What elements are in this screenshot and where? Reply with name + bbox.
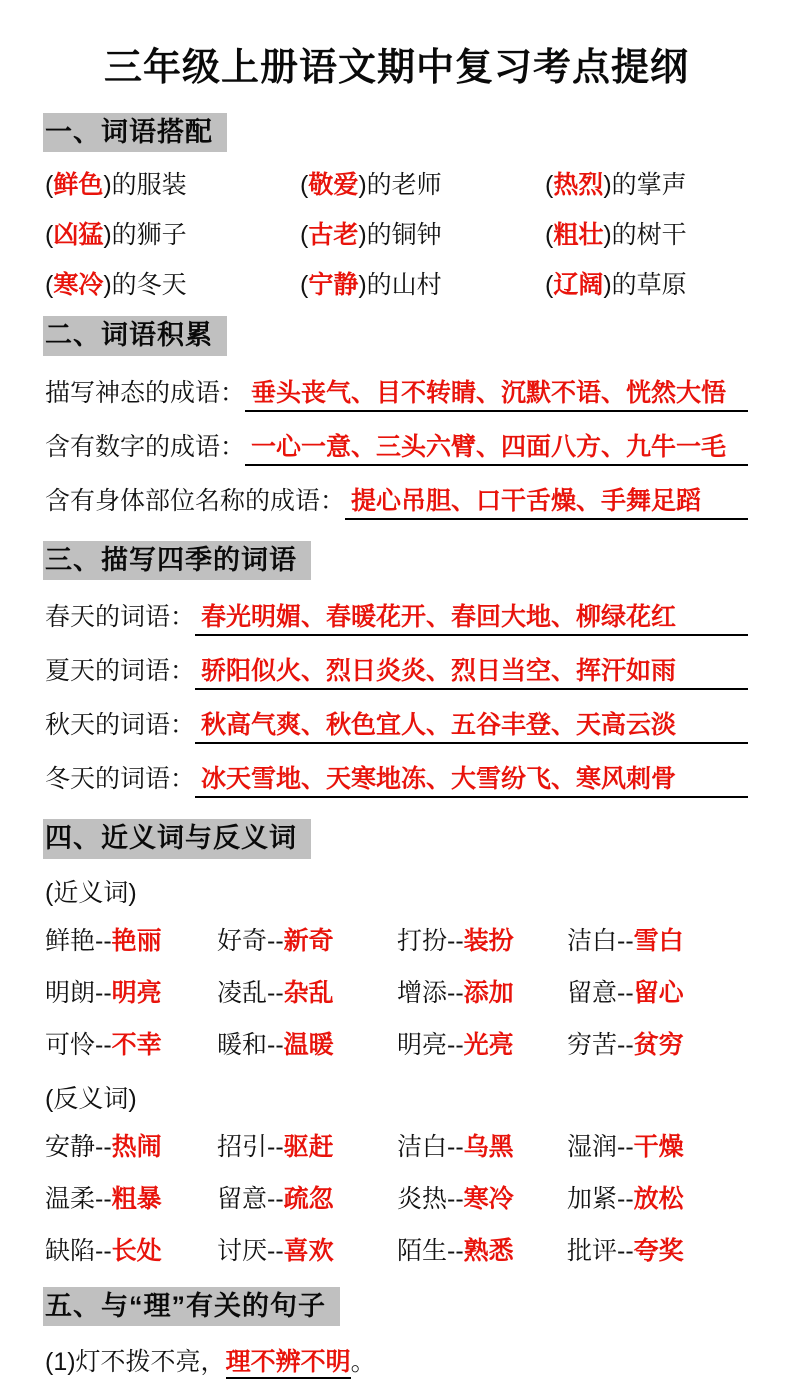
word-a: 温柔 xyxy=(45,1184,96,1213)
word-a: 加紧 xyxy=(567,1184,618,1213)
word-pair xyxy=(300,158,545,208)
synonym-pair xyxy=(217,1017,397,1069)
antonym-pair xyxy=(217,1119,397,1171)
paren-close: ) xyxy=(358,271,367,300)
section-1-heading-row xyxy=(43,107,748,156)
answer-text: 春光明媚、春暖花开、春回大地、柳绿花红 xyxy=(201,603,677,632)
word-pair xyxy=(300,258,545,308)
match-rest: 的狮子 xyxy=(111,221,187,250)
antonym-pair xyxy=(397,1171,567,1223)
match-word: 鲜色 xyxy=(53,171,104,200)
word-a: 缺陷 xyxy=(45,1236,96,1265)
antonym-pair xyxy=(217,1171,397,1223)
match-word: 寒冷 xyxy=(53,271,104,300)
synonym-pair xyxy=(567,965,748,1017)
answer-text: 骄阳似火、烈日炎炎、烈日当空、挥汗如雨 xyxy=(201,657,677,686)
word-b: 夸奖 xyxy=(633,1236,684,1265)
answer-blank xyxy=(195,759,748,798)
word-b: 雪白 xyxy=(633,926,684,955)
antonym-pair xyxy=(567,1223,748,1275)
word-b: 熟悉 xyxy=(463,1236,514,1265)
dash: -- xyxy=(95,978,112,1007)
antonym-pair xyxy=(45,1171,217,1223)
section-1-heading: 一、词语搭配 xyxy=(43,113,227,152)
word-a: 洁白 xyxy=(567,926,618,955)
word-pair xyxy=(545,208,748,258)
word-a: 批评 xyxy=(567,1236,618,1265)
answer-text: 秋高气爽、秋色宜人、五谷丰登、天高云淡 xyxy=(201,711,677,740)
word-pair xyxy=(545,158,748,208)
sentence-prefix: (1)灯不拨不亮， xyxy=(45,1347,226,1376)
paren-open: ( xyxy=(300,221,309,250)
match-rest: 的老师 xyxy=(366,171,442,200)
word-a: 留意 xyxy=(217,1184,268,1213)
dash: -- xyxy=(617,978,634,1007)
word-a: 鲜艳 xyxy=(45,926,96,955)
word-a: 留意 xyxy=(567,978,618,1007)
dash: -- xyxy=(617,1030,634,1059)
dash: -- xyxy=(95,1236,112,1265)
dash: -- xyxy=(447,1236,464,1265)
paren-close: ) xyxy=(603,221,612,250)
synonyms-label: (近义词) xyxy=(45,878,137,907)
dash: -- xyxy=(267,978,284,1007)
match-rest: 的树干 xyxy=(611,221,687,250)
synonym-pair xyxy=(217,965,397,1017)
answer-blank xyxy=(245,427,748,466)
synonym-pair xyxy=(397,913,567,965)
word-pair xyxy=(45,258,300,308)
word-b: 乌黑 xyxy=(463,1132,514,1161)
match-word: 热烈 xyxy=(553,171,604,200)
word-b: 疏忽 xyxy=(283,1184,334,1213)
word-a: 招引 xyxy=(217,1132,268,1161)
match-rest: 的草原 xyxy=(611,271,687,300)
paren-close: ) xyxy=(358,221,367,250)
synonyms-grid xyxy=(45,913,748,1069)
word-a: 穷苦 xyxy=(567,1030,618,1059)
dash: -- xyxy=(447,1184,464,1213)
paren-close: ) xyxy=(103,221,112,250)
answer-text: 冰天雪地、天寒地冻、大雪纷飞、寒风刺骨 xyxy=(201,765,677,794)
paren-close: ) xyxy=(103,271,112,300)
word-a: 湿润 xyxy=(567,1132,618,1161)
fill-line xyxy=(45,373,748,412)
answer-blank xyxy=(195,705,748,744)
word-b: 放松 xyxy=(633,1184,684,1213)
section-3-heading: 三、描写四季的词语 xyxy=(43,541,311,580)
dash: -- xyxy=(267,926,284,955)
paren-open: ( xyxy=(545,221,554,250)
fill-line xyxy=(45,427,748,466)
fill-line xyxy=(45,759,748,798)
word-b: 装扮 xyxy=(463,926,514,955)
answer-blank xyxy=(345,481,748,520)
word-b: 干燥 xyxy=(633,1132,684,1161)
dash: -- xyxy=(95,1030,112,1059)
word-pair xyxy=(45,208,300,258)
sentence-end: 。 xyxy=(350,1347,376,1376)
antonym-pair xyxy=(567,1119,748,1171)
antonym-pair xyxy=(45,1223,217,1275)
match-word: 粗壮 xyxy=(553,221,604,250)
section-5-heading-row xyxy=(43,1281,748,1330)
line-label: 冬天的词语： xyxy=(45,765,196,794)
page-title: 三年级上册语文期中复习考点提纲 xyxy=(103,47,689,89)
synonym-pair xyxy=(45,965,217,1017)
dash: -- xyxy=(95,1132,112,1161)
word-pair xyxy=(545,258,748,308)
fill-line xyxy=(45,651,748,690)
word-b: 热闹 xyxy=(111,1132,162,1161)
word-b: 温暖 xyxy=(283,1030,334,1059)
dash: -- xyxy=(617,926,634,955)
word-b: 添加 xyxy=(463,978,514,1007)
dash: -- xyxy=(447,1132,464,1161)
word-a: 好奇 xyxy=(217,926,268,955)
section-4-heading-row xyxy=(43,813,748,862)
section-5-heading: 五、与“理”有关的句子 xyxy=(43,1287,340,1326)
line-label: 春天的词语： xyxy=(45,603,196,632)
match-rest: 的冬天 xyxy=(111,271,187,300)
word-b: 贫穷 xyxy=(633,1030,684,1059)
word-a: 讨厌 xyxy=(217,1236,268,1265)
line-label: 含有数字的成语： xyxy=(45,432,246,461)
word-b: 长处 xyxy=(111,1236,162,1265)
word-b: 留心 xyxy=(633,978,684,1007)
match-word: 凶猛 xyxy=(53,221,104,250)
word-a: 炎热 xyxy=(397,1184,448,1213)
word-a: 明亮 xyxy=(397,1030,448,1059)
word-a: 洁白 xyxy=(397,1132,448,1161)
dash: -- xyxy=(267,1030,284,1059)
fill-line xyxy=(45,597,748,636)
synonym-pair xyxy=(567,1017,748,1069)
sentence-answer: 理不辨不明 xyxy=(226,1348,351,1379)
paren-open: ( xyxy=(300,171,309,200)
sentence xyxy=(45,1342,748,1378)
paren-open: ( xyxy=(545,171,554,200)
fill-line xyxy=(45,705,748,744)
synonym-pair xyxy=(397,1017,567,1069)
antonym-pair xyxy=(397,1119,567,1171)
antonym-pair xyxy=(397,1223,567,1275)
synonym-pair xyxy=(45,913,217,965)
section-2-heading-row xyxy=(43,310,748,359)
match-rest: 的山村 xyxy=(366,271,442,300)
synonym-pair xyxy=(45,1017,217,1069)
word-a: 打扮 xyxy=(397,926,448,955)
answer-blank xyxy=(195,597,748,636)
dash: -- xyxy=(617,1184,634,1213)
dash: -- xyxy=(617,1132,634,1161)
section-4-heading: 四、近义词与反义词 xyxy=(43,819,311,858)
antonyms-label: (反义词) xyxy=(45,1084,137,1113)
word-b: 喜欢 xyxy=(283,1236,334,1265)
word-b: 驱赶 xyxy=(283,1132,334,1161)
word-b: 不幸 xyxy=(111,1030,162,1059)
line-label: 含有身体部位名称的成语： xyxy=(45,486,346,515)
word-a: 增添 xyxy=(397,978,448,1007)
match-rest: 的铜钟 xyxy=(366,221,442,250)
line-label: 秋天的词语： xyxy=(45,711,196,740)
word-a: 可怜 xyxy=(45,1030,96,1059)
dash: -- xyxy=(447,978,464,1007)
answer-blank xyxy=(195,651,748,690)
line-label: 夏天的词语： xyxy=(45,657,196,686)
word-b: 寒冷 xyxy=(463,1184,514,1213)
answer-blank xyxy=(245,373,748,412)
word-a: 明朗 xyxy=(45,978,96,1007)
word-b: 光亮 xyxy=(463,1030,514,1059)
word-b: 杂乱 xyxy=(283,978,334,1007)
answer-text: 一心一意、三头六臂、四面八方、九牛一毛 xyxy=(251,432,727,461)
dash: -- xyxy=(95,926,112,955)
match-word: 宁静 xyxy=(308,271,359,300)
synonym-pair xyxy=(567,913,748,965)
word-b: 新奇 xyxy=(283,926,334,955)
paren-open: ( xyxy=(45,271,54,300)
synonym-pair xyxy=(397,965,567,1017)
word-pair xyxy=(300,208,545,258)
dash: -- xyxy=(95,1184,112,1213)
dash: -- xyxy=(447,1030,464,1059)
match-rest: 的掌声 xyxy=(611,171,687,200)
answer-text: 垂头丧气、目不转睛、沉默不语、恍然大悟 xyxy=(251,378,727,407)
dash: -- xyxy=(267,1236,284,1265)
paren-close: ) xyxy=(103,171,112,200)
match-word: 敬爱 xyxy=(308,171,359,200)
match-rest: 的服装 xyxy=(111,171,187,200)
answer-text: 提心吊胆、口干舌燥、手舞足蹈 xyxy=(351,486,702,515)
synonym-pair xyxy=(217,913,397,965)
dash: -- xyxy=(267,1132,284,1161)
word-a: 安静 xyxy=(45,1132,96,1161)
section-3-heading-row xyxy=(43,535,748,584)
paren-close: ) xyxy=(603,271,612,300)
line-label: 描写神态的成语： xyxy=(45,378,246,407)
paren-close: ) xyxy=(358,171,367,200)
fill-line xyxy=(45,481,748,520)
paren-open: ( xyxy=(45,171,54,200)
word-b: 粗暴 xyxy=(111,1184,162,1213)
paren-open: ( xyxy=(545,271,554,300)
dash: -- xyxy=(617,1236,634,1265)
word-a: 凌乱 xyxy=(217,978,268,1007)
dash: -- xyxy=(447,926,464,955)
antonym-pair xyxy=(567,1171,748,1223)
paren-close: ) xyxy=(603,171,612,200)
word-b: 艳丽 xyxy=(111,926,162,955)
antonym-pair xyxy=(217,1223,397,1275)
word-a: 暖和 xyxy=(217,1030,268,1059)
section-2-heading: 二、词语积累 xyxy=(43,316,227,355)
antonyms-grid xyxy=(45,1119,748,1275)
word-b: 明亮 xyxy=(111,978,162,1007)
match-word: 古老 xyxy=(308,221,359,250)
match-word: 辽阔 xyxy=(553,271,604,300)
antonym-pair xyxy=(45,1119,217,1171)
word-pair xyxy=(45,158,300,208)
dash: -- xyxy=(267,1184,284,1213)
word-match-grid xyxy=(45,158,748,308)
paren-open: ( xyxy=(45,221,54,250)
word-a: 陌生 xyxy=(397,1236,448,1265)
paren-open: ( xyxy=(300,271,309,300)
